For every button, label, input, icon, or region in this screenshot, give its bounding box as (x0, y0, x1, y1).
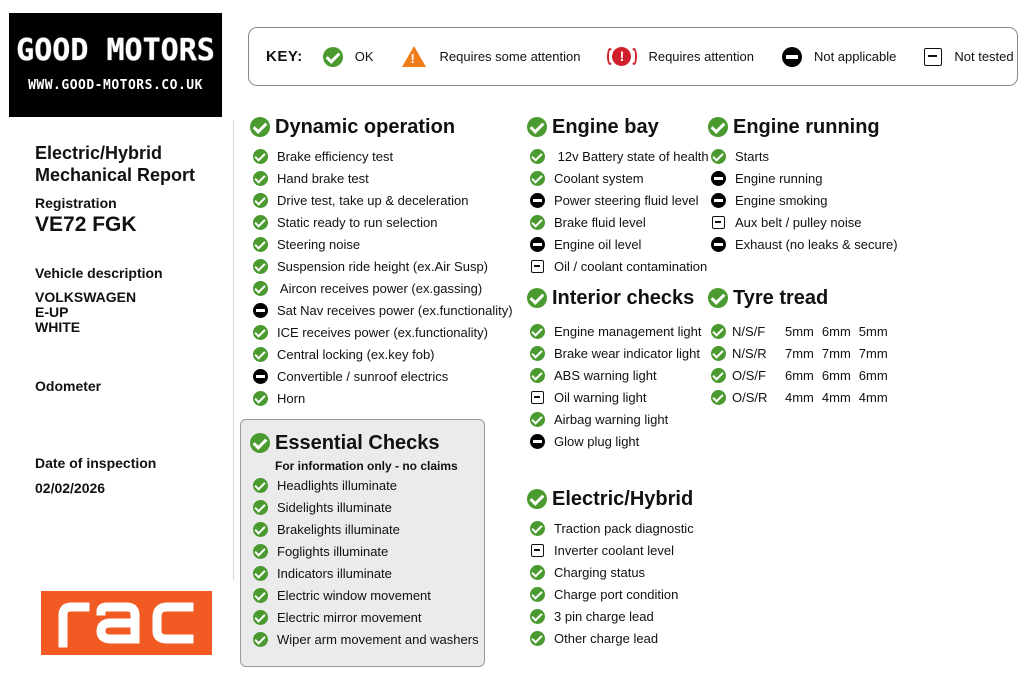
check-row (250, 167, 513, 189)
key-title: KEY: (266, 48, 303, 65)
check-row (527, 408, 701, 430)
check-label: Drive test, take up & deceleration (277, 192, 469, 208)
check-row (527, 364, 701, 386)
section-header (527, 286, 701, 310)
check-label: Starts (735, 148, 769, 164)
check-row (250, 211, 513, 233)
section-essential-checks (250, 431, 479, 650)
not-applicable-icon (530, 237, 545, 252)
check-row (527, 211, 709, 233)
tyre-depth: 4mm (858, 389, 888, 405)
ok-icon (323, 47, 343, 67)
check-label: Steering noise (277, 236, 361, 252)
section-header (250, 431, 479, 455)
check-row (250, 233, 513, 255)
check-row (250, 299, 513, 321)
section-electric-hybrid (527, 487, 694, 649)
tyre-list (708, 320, 896, 408)
not-tested-icon (712, 216, 725, 229)
tyre-depth: 6mm (858, 367, 888, 383)
check-row (708, 145, 898, 167)
not-tested-icon (924, 48, 942, 66)
vehicle-description (35, 290, 136, 335)
not-applicable-icon (711, 237, 726, 252)
check-label: Foglights illuminate (277, 543, 389, 559)
check-list (527, 145, 709, 277)
check-label: ICE receives power (ex.functionality) (277, 324, 488, 340)
check-row (527, 233, 709, 255)
check-label: Sidelights illuminate (277, 499, 392, 515)
ok-icon (253, 544, 268, 559)
check-label: Traction pack diagnostic (554, 520, 694, 536)
ok-icon (253, 478, 268, 493)
check-row (527, 320, 701, 342)
ok-icon (530, 521, 545, 536)
check-row (527, 561, 694, 583)
section-title: Engine bay (552, 115, 659, 138)
ok-icon (253, 325, 268, 340)
key-label: OK (354, 49, 374, 64)
tyre-position: N/S/F (732, 323, 766, 339)
report-title: Electric/Hybrid Mechanical Report (35, 143, 196, 185)
check-label: Other charge lead (554, 630, 659, 646)
check-row (527, 605, 694, 627)
check-row (527, 583, 694, 605)
ok-icon (253, 566, 268, 581)
vehicle-description-label: Vehicle description (35, 265, 163, 281)
ok-icon (527, 489, 547, 509)
ok-icon (253, 500, 268, 515)
check-row (250, 540, 479, 562)
ok-icon (527, 117, 547, 137)
tyre-row (708, 342, 896, 364)
registration-value: VE72 FGK (35, 213, 137, 236)
registration-label: Registration (35, 195, 117, 211)
check-label: Power steering fluid level (554, 192, 699, 208)
not-tested-icon (531, 260, 544, 273)
vehicle-colour: WHITE (35, 319, 81, 335)
section-title: Electric/Hybrid (552, 487, 694, 510)
inspection-date-value: 02/02/2026 (35, 480, 106, 496)
tyre-depth: 6mm (785, 367, 814, 383)
check-row (527, 430, 701, 452)
logo-url: WWW.GOOD-MOTORS.CO.UK (28, 78, 203, 93)
ok-icon (253, 347, 268, 362)
tyre-depth: 7mm (785, 345, 814, 361)
check-row (527, 342, 701, 364)
check-label: Wiper arm movement and washers (277, 631, 479, 647)
ok-icon (530, 171, 545, 186)
section-title: Tyre tread (733, 286, 829, 309)
check-label: Engine running (735, 170, 823, 186)
tyre-depth: 7mm (821, 345, 851, 361)
check-row (527, 255, 709, 277)
ok-icon (527, 288, 547, 308)
check-label: Brake wear indicator light (554, 345, 700, 361)
key-item-critical (608, 47, 754, 67)
ok-icon (253, 610, 268, 625)
key-label: Not tested (954, 49, 1014, 64)
ok-icon (711, 346, 726, 361)
check-label: ABS warning light (554, 367, 657, 383)
check-row (250, 606, 479, 628)
check-label: Airbag warning light (554, 411, 669, 427)
not-applicable-icon (782, 47, 802, 67)
check-label: Indicators illuminate (277, 565, 392, 581)
check-row (250, 562, 479, 584)
check-label: Oil warning light (554, 389, 647, 405)
not-applicable-icon (253, 303, 268, 318)
key-label: Requires attention (648, 49, 754, 64)
tyre-depth: 6mm (821, 323, 851, 339)
check-row (527, 627, 694, 649)
tyre-row (708, 320, 896, 342)
ok-icon (253, 215, 268, 230)
key-item-not-tested (924, 48, 1013, 66)
check-row (250, 255, 513, 277)
check-label: Engine oil level (554, 236, 642, 252)
check-list (250, 474, 479, 650)
check-row (250, 518, 479, 540)
ok-icon (253, 237, 268, 252)
check-label: Coolant system (554, 170, 644, 186)
check-label: Charging status (554, 564, 646, 580)
ok-icon (253, 281, 268, 296)
tyre-depth: 5mm (858, 323, 888, 339)
check-row (250, 145, 513, 167)
check-row (527, 386, 701, 408)
tyre-depth: 6mm (821, 367, 851, 383)
section-subtitle: For information only - no claims (275, 459, 458, 473)
tyre-depth: 5mm (785, 323, 814, 339)
not-applicable-icon (711, 193, 726, 208)
check-label: Brake fluid level (554, 214, 646, 230)
check-row (527, 189, 709, 211)
tyre-position: O/S/F (732, 367, 766, 383)
ok-icon (253, 522, 268, 537)
check-label: 12v Battery state of health (554, 148, 709, 164)
status-key (248, 27, 1018, 86)
section-header (708, 115, 898, 139)
vehicle-make: VOLKSWAGEN (35, 289, 137, 305)
check-row (250, 387, 513, 409)
section-title: Engine running (733, 115, 880, 138)
check-label: Convertible / sunroof electrics (277, 368, 449, 384)
ok-icon (530, 368, 545, 383)
check-label: Suspension ride height (ex.Air Susp) (277, 258, 489, 274)
check-list (250, 145, 513, 409)
check-label: Brake efficiency test (277, 148, 394, 164)
check-label: Aux belt / pulley noise (735, 214, 862, 230)
check-label: Electric mirror movement (277, 609, 422, 625)
check-list (527, 320, 701, 452)
ok-icon (711, 324, 726, 339)
section-tyre-tread (708, 286, 896, 408)
ok-icon (530, 565, 545, 580)
check-row (250, 277, 513, 299)
check-row (527, 167, 709, 189)
key-item-ok (323, 47, 374, 67)
section-title: Dynamic operation (275, 115, 456, 138)
rac-logo (41, 591, 212, 655)
section-interior-checks (527, 286, 701, 452)
check-label: Central locking (ex.key fob) (277, 346, 435, 362)
logo-name: GOOD MOTORS (16, 33, 215, 68)
ok-icon (530, 609, 545, 624)
section-title: Interior checks (552, 286, 695, 309)
check-row (708, 189, 898, 211)
section-header (527, 115, 709, 139)
tyre-position: O/S/R (732, 389, 768, 405)
warning-icon: ! (402, 46, 426, 67)
ok-icon (253, 391, 268, 406)
ok-icon (711, 390, 726, 405)
check-label: Inverter coolant level (554, 542, 674, 558)
not-tested-icon (531, 391, 544, 404)
ok-icon (530, 412, 545, 427)
check-label: Exhaust (no leaks & secure) (735, 236, 898, 252)
vehicle-model: E-UP (35, 304, 69, 320)
ok-icon (530, 324, 545, 339)
ok-icon (253, 193, 268, 208)
check-label: Horn (277, 390, 306, 406)
not-tested-icon (531, 544, 544, 557)
check-row (527, 145, 709, 167)
check-label: Static ready to run selection (277, 214, 438, 230)
tyre-row (708, 364, 896, 386)
section-title: Essential Checks (275, 431, 440, 454)
check-label: Brakelights illuminate (277, 521, 400, 537)
section-header (708, 286, 896, 310)
not-applicable-icon (530, 193, 545, 208)
section-header (527, 487, 694, 511)
ok-icon (530, 149, 545, 164)
check-label: Oil / coolant contamination (554, 258, 708, 274)
not-applicable-icon (711, 171, 726, 186)
tyre-position: N/S/R (732, 345, 767, 361)
ok-icon (530, 631, 545, 646)
check-row (250, 496, 479, 518)
ok-icon (253, 588, 268, 603)
critical-icon: ! (608, 47, 634, 67)
key-label: Not applicable (813, 49, 897, 64)
ok-icon (708, 117, 728, 137)
section-header (250, 115, 513, 139)
check-label: Engine smoking (735, 192, 828, 208)
ok-icon (530, 346, 545, 361)
tyre-depth: 4mm (821, 389, 851, 405)
check-row (250, 584, 479, 606)
check-row (708, 211, 898, 233)
check-label: Aircon receives power (ex.gassing) (277, 280, 483, 296)
key-label: Requires some attention (439, 49, 581, 64)
check-list (708, 145, 898, 255)
ok-icon (708, 288, 728, 308)
check-row (250, 628, 479, 650)
check-label: Headlights illuminate (277, 477, 397, 493)
check-label: Glow plug light (554, 433, 640, 449)
check-row (527, 539, 694, 561)
ok-icon (711, 368, 726, 383)
ok-icon (530, 215, 545, 230)
check-label: Charge port condition (554, 586, 679, 602)
check-row (250, 189, 513, 211)
key-item-not-applicable (782, 47, 896, 67)
check-list (527, 517, 694, 649)
check-row (250, 365, 513, 387)
ok-icon (250, 117, 270, 137)
key-item-warning (402, 46, 581, 67)
tyre-depth: 4mm (785, 389, 814, 405)
ok-icon (253, 632, 268, 647)
check-label: Hand brake test (277, 170, 369, 186)
ok-icon (711, 149, 726, 164)
check-row (250, 321, 513, 343)
check-row (708, 167, 898, 189)
ok-icon (253, 259, 268, 274)
ok-icon (530, 587, 545, 602)
tyre-row (708, 386, 896, 408)
odometer-label: Odometer (35, 378, 102, 394)
inspection-date-label: Date of inspection (35, 455, 157, 471)
ok-icon (250, 433, 270, 453)
section-dynamic-operation (250, 115, 513, 409)
check-row (250, 343, 513, 365)
check-label: Engine management light (554, 323, 702, 339)
column-divider (233, 120, 234, 580)
check-row (250, 474, 479, 496)
check-label: Electric window movement (277, 587, 431, 603)
ok-icon (253, 171, 268, 186)
not-applicable-icon (530, 434, 545, 449)
section-engine-running (708, 115, 898, 255)
good-motors-logo (9, 13, 222, 117)
section-engine-bay (527, 115, 709, 277)
check-label: Sat Nav receives power (ex.functionality) (277, 302, 513, 318)
check-row (708, 233, 898, 255)
ok-icon (253, 149, 268, 164)
tyre-depth: 7mm (858, 345, 888, 361)
check-row (527, 517, 694, 539)
check-label: 3 pin charge lead (554, 608, 654, 624)
not-applicable-icon (253, 369, 268, 384)
